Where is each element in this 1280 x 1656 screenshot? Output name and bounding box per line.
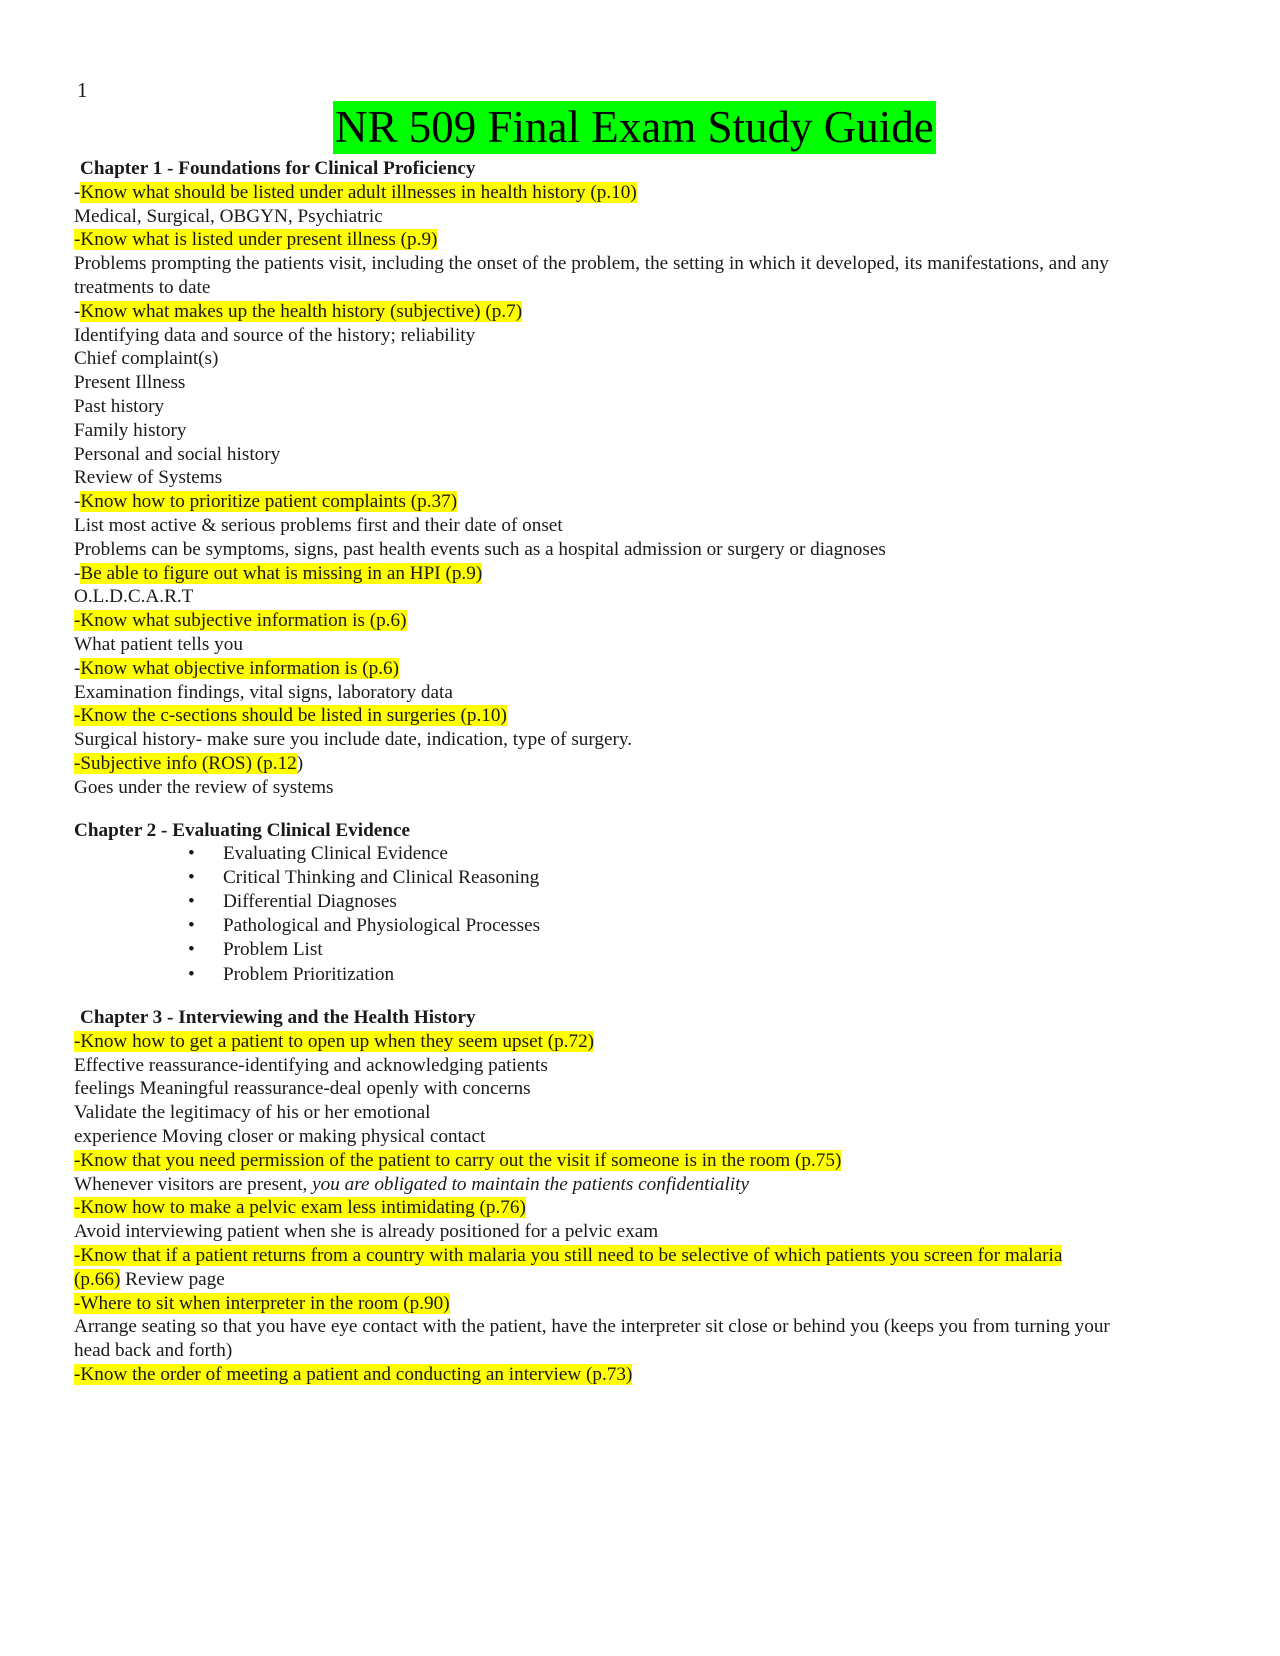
text-span: - [74, 491, 81, 513]
text-line [74, 490, 1224, 514]
text-span: Chapter 3 - Interviewing and the Health History [80, 1007, 476, 1029]
chapter-heading [74, 819, 1224, 843]
page-number: 1 [77, 78, 88, 102]
chapter-heading [74, 157, 1224, 181]
text-line [74, 443, 1224, 467]
text-span: Personal and social history [74, 443, 281, 465]
text-line [74, 704, 1224, 728]
text-line [74, 1244, 1224, 1268]
bullet-icon: • [188, 938, 195, 960]
document-body [74, 157, 1224, 1387]
text-line [74, 514, 1224, 538]
text-span: Arrange seating so that you have eye contact with the patient, have the interpreter sit close or behind you (keeps you from turning your [74, 1316, 1110, 1338]
document-title: NR 509 Final Exam Study Guide [335, 102, 934, 152]
text-span: - [74, 181, 81, 203]
text-line [74, 1101, 1224, 1125]
text-span: Differential Diagnoses [223, 890, 397, 912]
text-line [74, 538, 1224, 562]
text-span: Past history [74, 395, 165, 417]
text-span: Review page [120, 1268, 225, 1290]
text-line [74, 1030, 1224, 1054]
text-line [74, 300, 1224, 324]
text-line [74, 1315, 1224, 1339]
text-span: Examination findings, vital signs, laboratory data [74, 681, 453, 703]
bullet-item [74, 890, 1224, 914]
text-line [74, 1292, 1224, 1316]
text-span: Review of Systems [74, 467, 223, 489]
text-span: Whenever visitors are present, [74, 1173, 313, 1195]
text-span: Problems prompting the patients visit, including the onset of the problem, the setting in which it developed, its manifestations, and any [74, 253, 1109, 275]
text-span: ) [296, 752, 304, 774]
bullet-icon: • [188, 914, 195, 936]
text-line [74, 681, 1224, 705]
text-span: O.L.D.C.A.R.T [74, 586, 194, 608]
text-span: Problem List [223, 938, 323, 960]
highlighted-text: -Know what is listed under present illness (p.9) [74, 229, 438, 251]
text-line [74, 1339, 1224, 1363]
highlighted-text: -Know what subjective information is (p.6) [74, 610, 407, 632]
text-line [74, 1054, 1224, 1078]
text-span: Family history [74, 419, 187, 441]
highlighted-text: -Know that if a patient returns from a country with malaria you still need to be selective of which patients you screen for malaria [74, 1245, 1063, 1267]
text-line [74, 562, 1224, 586]
text-line [74, 395, 1224, 419]
bullet-icon: • [188, 890, 195, 912]
text-line [74, 371, 1224, 395]
text-line [74, 1077, 1224, 1101]
text-span: Identifying data and source of the history; reliability [74, 324, 476, 346]
highlighted-text: Know what objective information is (p.6) [80, 657, 400, 679]
text-line [74, 181, 1224, 205]
text-span: Effective reassurance-identifying and acknowledging patients [74, 1054, 548, 1076]
text-span: Chapter 2 - Evaluating Clinical Evidence [74, 819, 410, 841]
text-line [74, 324, 1224, 348]
text-span: you are obligated to maintain the patients confidentiality [312, 1173, 749, 1195]
text-line [74, 1196, 1224, 1220]
text-line [74, 1220, 1224, 1244]
text-span: Evaluating Clinical Evidence [223, 843, 448, 865]
highlighted-text: -Know the c-sections should be listed in surgeries (p.10) [74, 705, 507, 727]
text-span: feelings Meaningful reassurance-deal openly with concerns [74, 1078, 531, 1100]
bullet-item [74, 963, 1224, 987]
text-span: head back and forth) [74, 1340, 233, 1362]
highlighted-text: -Know the order of meeting a patient and conducting an interview (p.73) [74, 1364, 633, 1386]
text-span: Medical, Surgical, OBGYN, Psychiatric [74, 205, 383, 227]
highlighted-text: Know how to prioritize patient complaints (p.37) [80, 491, 458, 513]
bullet-item [74, 914, 1224, 938]
highlighted-text: -Where to sit when interpreter in the room (p.90) [74, 1292, 450, 1314]
blank-line [74, 800, 1224, 819]
highlighted-text: -Know how to get a patient to open up when they seem upset (p.72) [74, 1030, 595, 1052]
highlighted-text: Know what makes up the health history (subjective) (p.7) [80, 300, 523, 322]
text-span: - [74, 300, 81, 322]
text-span: treatments to date [74, 276, 211, 298]
bullet-item [74, 842, 1224, 866]
text-span: Goes under the review of systems [74, 776, 334, 798]
text-line [74, 1268, 1224, 1292]
text-line [74, 752, 1224, 776]
text-line [74, 776, 1224, 800]
bullet-icon: • [188, 867, 195, 889]
highlighted-text: Know what should be listed under adult illnesses in health history (p.10) [80, 181, 637, 203]
text-span: - [74, 657, 81, 679]
text-line [74, 276, 1224, 300]
text-line [74, 466, 1224, 490]
text-span: What patient tells you [74, 633, 243, 655]
text-line [74, 728, 1224, 752]
text-span: - [74, 562, 81, 584]
text-span: Problem Prioritization [223, 964, 395, 986]
blank-line [74, 987, 1224, 1006]
highlighted-text: Be able to figure out what is missing in an HPI (p.9) [80, 562, 483, 584]
bullet-item [74, 866, 1224, 890]
text-span: Chapter 1 - Foundations for Clinical Proficiency [80, 158, 476, 179]
chapter-heading [74, 1006, 1224, 1030]
bullet-icon: • [188, 843, 195, 865]
text-span: Present Illness [74, 372, 186, 394]
text-span: Avoid interviewing patient when she is already positioned for a pelvic exam [74, 1221, 659, 1243]
text-line [74, 347, 1224, 371]
highlighted-text: -Subjective info (ROS) (p.12 [74, 752, 297, 774]
text-line [74, 585, 1224, 609]
text-line [74, 1149, 1224, 1173]
text-span: Pathological and Physiological Processes [223, 914, 541, 936]
text-span: experience Moving closer or making physical contact [74, 1126, 486, 1148]
text-span: List most active & serious problems first and their date of onset [74, 514, 563, 536]
highlighted-text: -Know how to make a pelvic exam less intimidating (p.76) [74, 1197, 526, 1219]
text-line [74, 657, 1224, 681]
text-line [74, 1125, 1224, 1149]
text-line [74, 205, 1224, 229]
text-line [74, 228, 1224, 252]
text-span: Problems can be symptoms, signs, past health events such as a hospital admission or surgery or diagnoses [74, 538, 886, 560]
bullet-icon: • [188, 964, 195, 986]
text-span: Critical Thinking and Clinical Reasoning [223, 867, 540, 889]
text-span: Validate the legitimacy of his or her emotional [74, 1102, 431, 1124]
text-line [74, 633, 1224, 657]
text-line [74, 609, 1224, 633]
text-span: Chief complaint(s) [74, 348, 219, 370]
text-line [74, 1173, 1224, 1197]
highlighted-text: -Know that you need permission of the patient to carry out the visit if someone is in the room (p.75) [74, 1149, 842, 1171]
bullet-item [74, 938, 1224, 962]
text-line [74, 252, 1224, 276]
text-line [74, 419, 1224, 443]
highlighted-text: (p.66) [74, 1268, 121, 1290]
text-span: Surgical history- make sure you include date, indication, type of surgery. [74, 729, 633, 751]
text-line [74, 1363, 1224, 1387]
